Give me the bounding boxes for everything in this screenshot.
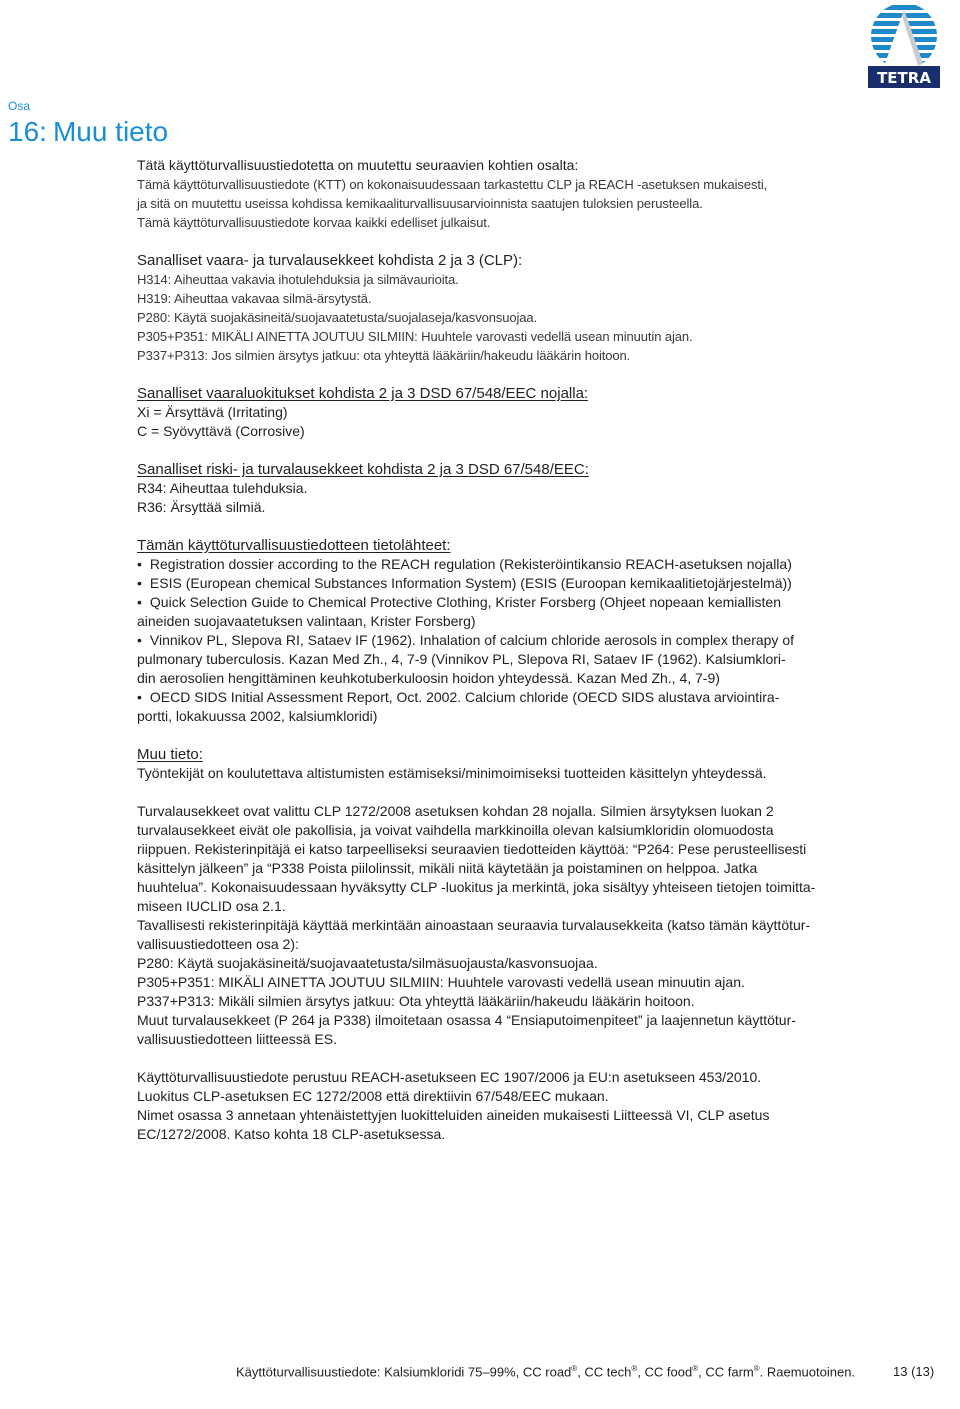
intro-line: Tämä käyttöturvallisuustiedote (KTT) on kokonaisuudessaan tarkastettu CLP ja REACH -asetuksen mukaisesti, [137, 177, 768, 192]
paragraph-line: miseen IUCLID osa 2.1. [137, 898, 286, 914]
paragraph-line: huuhtelua”. Kokonaisuudessaan hyväksytty CLP -luokitus ja merkintä, joka sisältyy yhteiseen tietojen toimitta- [137, 879, 816, 895]
paragraph-line: P337+P313: Mikäli silmien ärsytys jatkuu: Ota yhteyttä lääkäriin/hakeudu lääkärin hoitoon. [137, 993, 695, 1009]
section-name: Muu tieto [52, 116, 169, 147]
paragraph-line: EC/1272/2008. Katso kohta 18 CLP-asetuksessa. [137, 1126, 446, 1142]
page-footer [236, 1364, 855, 1379]
dsd-phrases-block [137, 460, 837, 517]
registered-mark: ® [631, 1364, 638, 1373]
source-line: aineiden suojavaatetuksen valintaan, Krister Forsberg) [137, 613, 476, 629]
section-title [8, 116, 168, 148]
dsd-phrases-heading: Sanalliset riski- ja turvalausekkeet kohdista 2 ja 3 DSD 67/548/EEC: [137, 461, 589, 478]
intro-block [137, 156, 837, 232]
paragraph-line: P305+P351: MIKÄLI AINETTA JOUTUU SILMIIN: Huuhtele varovasti vedellä usean minuutin ajan. [137, 974, 745, 990]
phrase-line: R36: Ärsyttää silmiä. [137, 499, 266, 515]
paragraph-line: Tavallisesti rekisterinpitäjä käyttää merkintään ainoastaan seuraavia turvalausekkeita (katso tämän käyttötur- [137, 917, 811, 933]
page-number: 13 (13) [893, 1364, 935, 1379]
footer-product: , CC food [637, 1364, 693, 1380]
clp-statements-block [137, 251, 837, 365]
paragraph-line: Muut turvalausekkeet (P 264 ja P338) ilmoitetaan osassa 4 “Ensiaputoimenpiteet” ja laajennetun käyttötur- [137, 1012, 796, 1028]
dsd-classification-block [137, 384, 837, 441]
statement-line: P337+P313: Jos silmien ärsytys jatkuu: ota yhteyttä lääkäriin/hakeudu lääkärin hoitoon. [137, 348, 631, 363]
registered-mark: ® [753, 1364, 760, 1373]
sources-heading: Tämän käyttöturvallisuustiedotteen tietolähteet: [137, 537, 451, 554]
statement-line: H314: Aiheuttaa vakavia ihotulehduksia ja silmävaurioita. [137, 272, 459, 287]
section-label: Osa [8, 99, 31, 113]
footer-product: . Raemuotoinen. [759, 1364, 856, 1380]
statement-line: H319: Aiheuttaa vakavaa silmä-ärsytystä. [137, 291, 372, 306]
classification-line: C = Syövyttävä (Corrosive) [137, 423, 305, 439]
document-body [137, 156, 837, 1144]
intro-heading: Tätä käyttöturvallisuustiedotetta on muutettu seuraavien kohtien osalta: [137, 157, 579, 173]
section-number: 16: [8, 116, 47, 147]
other-info-block [137, 745, 837, 783]
source-line: pulmonary tuberculosis. Kazan Med Zh., 4, 7-9 (Vinnikov PL, Slepova RI, Sataev IF (1962). Kalsiumklori- [137, 651, 786, 667]
phrase-line: R34: Aiheuttaa tulehduksia. [137, 480, 308, 496]
paragraph-legal-basis [137, 1068, 837, 1144]
intro-line: Tämä käyttöturvallisuustiedote korvaa kaikki edelliset julkaisut. [137, 215, 491, 230]
paragraph-line: vallisuustiedotteen liitteessä ES. [137, 1031, 337, 1047]
statement-line: P280: Käytä suojakäsineitä/suojavaatetusta/suojalaseja/kasvonsuojaa. [137, 310, 538, 325]
source-line: • Quick Selection Guide to Chemical Protective Clothing, Krister Forsberg (Ohjeet nopeaan kemiallisten [137, 593, 837, 612]
registered-mark: ® [571, 1364, 578, 1373]
training-line: Työntekijät on koulutettava altistumisten estämiseksi/minimoimiseksi tuotteiden käsittelyn yhteydessä. [137, 765, 767, 781]
registered-mark: ® [692, 1364, 699, 1373]
tetra-logo [862, 2, 946, 90]
footer-product: Käyttöturvallisuustiedote: Kalsiumkloridi 75–99%, CC road [236, 1364, 572, 1380]
paragraph-line: turvalausekkeet eivät ole pakollisia, ja voivat vaihdella markkinoilla olevan kalsiumkloridin olomuodosta [137, 822, 774, 838]
source-line: • Registration dossier according to the REACH regulation (Rekisteröintikansio REACH-asetuksen nojalla) [137, 555, 837, 574]
source-line: • OECD SIDS Initial Assessment Report, Oct. 2002. Calcium chloride (OECD SIDS alustava arviointira- [137, 688, 837, 707]
statement-line: P305+P351: MIKÄLI AINETTA JOUTUU SILMIIN: Huuhtele varovasti vedellä usean minuutin ajan. [137, 329, 693, 344]
clp-heading: Sanalliset vaara- ja turvalausekkeet kohdista 2 ja 3 (CLP): [137, 252, 523, 269]
footer-product: , CC farm [698, 1364, 754, 1380]
paragraph-line: vallisuustiedotteen osa 2): [137, 936, 299, 952]
paragraph-line: Nimet osassa 3 annetaan yhtenäistettyjen luokitteluiden aineiden mukaisesti Liitteessä VI, CLP asetus [137, 1107, 770, 1123]
footer-product: , CC tech [577, 1364, 632, 1380]
paragraph-line: Luokitus CLP-asetuksen EC 1272/2008 että direktiivin 67/548/EEC mukaan. [137, 1088, 609, 1104]
classification-line: Xi = Ärsyttävä (Irritating) [137, 404, 288, 420]
paragraph-clp [137, 802, 837, 1049]
paragraph-line: riippuen. Rekisterinpitäjä ei katso tarpeelliseksi seuraavien tiedotteiden käyttöä: “P264: Pese perusteellisesti [137, 841, 807, 857]
intro-line: ja sitä on muutettu useissa kohdissa kemikaaliturvallisuusarvioinnista saatujen tuloksien perusteella. [137, 196, 703, 211]
paragraph-line: Turvalausekkeet ovat valittu CLP 1272/2008 asetuksen kohdan 28 nojalla. Silmien ärsytyksen luokan 2 [137, 803, 774, 819]
dsd-classification-heading: Sanalliset vaaraluokitukset kohdista 2 ja 3 DSD 67/548/EEC nojalla: [137, 385, 589, 402]
source-line: • Vinnikov PL, Slepova RI, Sataev IF (1962). Inhalation of calcium chloride aerosols in complex therapy of [137, 631, 837, 650]
paragraph-line: Käyttöturvallisuustiedote perustuu REACH-asetukseen EC 1907/2006 ja EU:n asetukseen 453/2010. [137, 1069, 762, 1085]
source-line: din aerosolien hengittäminen keuhkotuberkuloosin hoidon yhteydessä. Kazan Med Zh., 4, 7-9) [137, 670, 720, 686]
other-info-heading: Muu tieto: [137, 746, 203, 763]
sources-block [137, 536, 837, 726]
paragraph-line: käsittelyn jälkeen” ja “P338 Poista piilolinssit, mikäli niitä käytetään ja poistaminen on helppoa. Jatka [137, 860, 758, 876]
logo-text: TETRA [877, 69, 931, 87]
source-line: • ESIS (European chemical Substances Information System) (ESIS (Euroopan kemikaalitietojärjestelmä)) [137, 574, 837, 593]
paragraph-line: P280: Käytä suojakäsineitä/suojavaatetusta/silmäsuojausta/kasvonsuojaa. [137, 955, 598, 971]
source-line: portti, lokakuussa 2002, kalsiumkloridi) [137, 708, 378, 724]
